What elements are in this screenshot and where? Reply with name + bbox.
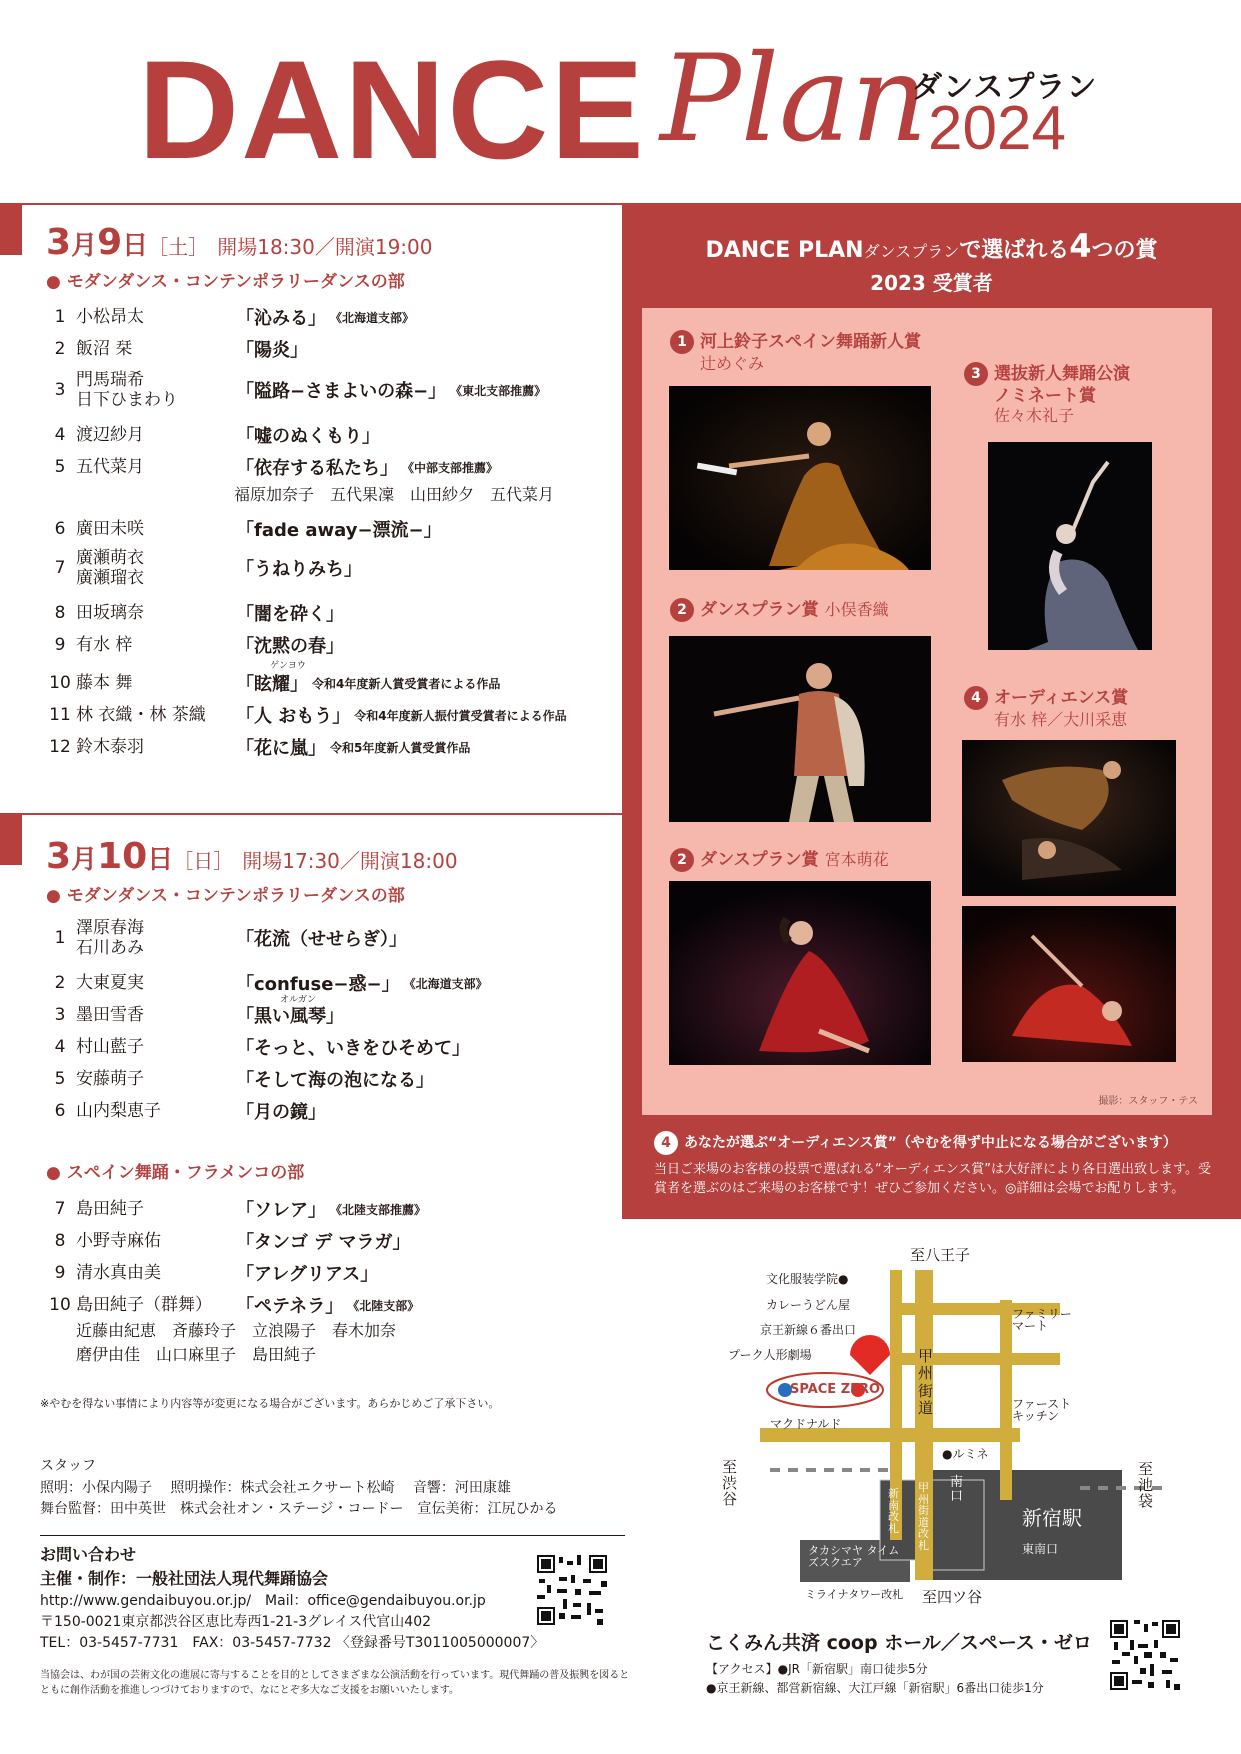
award-label: 2 ダンスプラン賞 宮本萌花 (670, 848, 889, 872)
audience-award-description: 当日ご来場のお客様の投票で選ばれる“オーディエンス賞”は大好評により各日選出致します。受賞者を選ぶのはご来場のお客様です！ぜひご参加ください。◎詳細は会場でお配りします。 (654, 1162, 1212, 1196)
award-label: 3 選抜新人舞踊公演 ノミネート賞 佐々木礼子 (964, 362, 1130, 427)
ruby-text: オルガン (280, 995, 317, 1005)
day2-divider (0, 813, 622, 815)
awards-gallery (642, 308, 1212, 1115)
contact-address: 〒150-0021東京都渋谷区恵比寿西1-21-3グレイス代官山402 (40, 1614, 432, 1630)
map-label: ファーストキッチン (1012, 1397, 1072, 1423)
program-row: 9 有水 梓 「沈黙の春」 (54, 634, 344, 657)
program-row: 10 島田純子（群舞） 「ペテネラ」 《北陸支部》 (49, 1294, 420, 1317)
map-label: タカシマヤ タイムズスクエア (808, 1544, 900, 1570)
award-label: 4 オーディエンス賞 有水 梓／大川采恵 (964, 686, 1128, 730)
map-road-label: 甲州街道 (918, 1347, 934, 1417)
day1-tab (0, 203, 22, 255)
day1-divider (0, 203, 622, 205)
program-row: 7 島田純子 「ソレア」 《北陸支部推薦》 (54, 1198, 427, 1221)
map-label: 至八王子 (910, 1246, 971, 1264)
award-photo (988, 442, 1152, 650)
award-number-badge: 3 (964, 362, 988, 386)
day1-section: ● モダンダンス・コンテンポラリーダンスの部 (46, 272, 405, 292)
map-label: カレーうどん屋 (766, 1298, 851, 1312)
day2-heading: 3月10日［日］ 開場17:30／開演18:00 (46, 836, 458, 877)
map-label: 新南改札 (888, 1487, 899, 1535)
program-row: 10 藤本 舞 「眩耀」 令和4年度新人賞受賞者による作品 (49, 672, 501, 695)
award-label: 1 河上鈴子スペイン舞踊新人賞 辻めぐみ (670, 330, 921, 374)
staff-heading: スタッフ (40, 1458, 96, 1474)
program-cast: 磨伊由佳 山口麻里子 島田純子 (76, 1345, 317, 1364)
venue-access: 【アクセス】●JR「新宿駅」南口徒歩5分 ●京王新線、都営新宿線、大江戸線「新宿駅」6番出口徒歩1分 (706, 1662, 1044, 1696)
program-row: 3 門馬瑞希 日下ひまわり 「隘路−さまよいの森−」 《東北支部推薦》 (54, 370, 547, 411)
program-row: 8 田坂璃奈 「闇を砕く」 (54, 602, 344, 625)
award-number-badge: 2 (670, 848, 694, 872)
award-photo (669, 386, 931, 570)
program-row: 2 大東夏実 「confuse−惑−」 《北海道支部》 (54, 972, 488, 995)
award-photo (962, 906, 1176, 1062)
award-number-badge: 4 (654, 1131, 678, 1155)
map-label: 至池袋 (1138, 1460, 1154, 1510)
map-label: 文化服装学院● (766, 1272, 849, 1286)
divider (40, 1535, 625, 1536)
map-label: 京王新線６番出口 (760, 1323, 857, 1337)
map-label: 至渋谷 (722, 1458, 738, 1508)
program-row: 2 飯沼 栞 「陽炎」 (54, 338, 308, 361)
contact-org: 主催・制作：一般社団法人現代舞踊協会 (40, 1569, 329, 1588)
award-photo (669, 881, 931, 1065)
program-row: 7 廣瀬萌衣 廣瀬瑠衣 「うねりみち」 (54, 548, 362, 589)
day2-section: ● モダンダンス・コンテンポラリーダンスの部 (46, 886, 405, 906)
map-label: 至四ツ谷 (922, 1588, 983, 1606)
program-row: 8 小野寺麻佑 「タンゴ デ マラガ」 (54, 1230, 411, 1253)
program-row: 5 安藤萌子 「そして海の泡になる」 (54, 1068, 434, 1091)
map-label: 南口 (950, 1475, 964, 1504)
contact-web[interactable]: http://www.gendaibuyou.or.jp/ Mail：office@gendaibuyou.or.jp (40, 1593, 486, 1609)
program-row: 4 渡辺紗月 「嘘のぬくもり」 (54, 424, 380, 447)
award-photo (669, 636, 931, 822)
program-row: 12 鈴木泰羽 「花に嵐」 令和5年度新人賞受賞作品 (49, 736, 471, 759)
title-year: 2024 (928, 94, 1066, 163)
program-row: 3 墨田雪香 「黒い風琴」 (54, 1004, 344, 1027)
map-label: マクドナルド (770, 1417, 842, 1431)
award-number-badge: 1 (670, 330, 694, 354)
program-row: 6 廣田未咲 「fade away−漂流−」 (54, 518, 442, 541)
staff-credits (40, 1456, 557, 1521)
contact-heading: お問い合わせ (40, 1545, 137, 1564)
awards-subtitle: 2023 受賞者 (870, 271, 993, 295)
audience-award-heading: 4 あなたが選ぶ“オーディエンス賞”（やむを得ず中止になる場合がございます） (654, 1131, 1177, 1155)
day2-section-flamenco: ● スペイン舞踊・フラメンコの部 (46, 1163, 305, 1183)
map-label: ●ルミネ (942, 1447, 989, 1461)
map-station-label: 新宿駅 (1022, 1506, 1082, 1530)
map-label: ファミリーマート (1012, 1307, 1072, 1333)
program-cast: 近藤由紀恵 斉藤玲子 立浪陽子 春木加奈 (76, 1321, 397, 1340)
venue-map (722, 1246, 1190, 1606)
program-row: 1 澤原春海 石川あみ 「花流（せせらぎ）」 (54, 918, 407, 959)
award-label: 2 ダンスプラン賞 小俣香織 (670, 598, 889, 622)
ruby-text: ゲンヨウ (270, 661, 306, 671)
award-number-badge: 4 (964, 686, 988, 710)
space-zero-logo: SPACE ZERO (790, 1382, 881, 1397)
contact-info (40, 1543, 544, 1654)
program-row: 4 村山藍子 「そっと、いきをひそめて」 (54, 1036, 470, 1059)
staff-line: 舞台監督：田中英世 株式会社オン・ステージ・コードー 宣伝美術：江尻ひかる (40, 1501, 558, 1518)
qr-code-icon[interactable] (535, 1553, 609, 1627)
program-row: 5 五代菜月 「依存する私たち」 《中部支部推薦》 (54, 456, 499, 479)
award-number-badge: 2 (670, 598, 694, 622)
contact-tel: TEL：03-5457-7731 FAX：03-5457-7732 〈登録番号T3011005000007〉 (40, 1635, 545, 1651)
map-label: プーク人形劇場 (728, 1348, 812, 1362)
day1-heading: 3月9日［土］ 開場18:30／開演19:00 (46, 222, 433, 263)
award-photo (962, 740, 1176, 896)
title-dance: DANCE (138, 31, 646, 188)
photo-credit: 撮影：スタッフ・テス (1098, 1096, 1198, 1107)
program-row: 11 林 衣織・林 茶織 「人 おもう」 令和4年度新人振付賞受賞者による作品 (49, 704, 567, 727)
change-notice: ※やむを得ない事情により内容等が変更になる場合がございます。あらかじめご了承下さい。 (40, 1397, 500, 1410)
awards-panel (622, 203, 1241, 1219)
map-label: ミライナタワー改札 (805, 1588, 904, 1601)
map-label: 甲州街道改札 (918, 1481, 929, 1552)
program-row: 1 小松昂太 「沁みる」 《北海道支部》 (54, 306, 415, 329)
qr-code-icon[interactable] (1108, 1618, 1182, 1692)
program-row: 9 清水真由美 「アレグリアス」 (54, 1262, 379, 1285)
map-label: 東南口 (1022, 1542, 1059, 1556)
venue-name: こくみん共済 coop ホール／スペース・ゼロ (706, 1632, 1092, 1654)
day2-tab (0, 813, 22, 865)
title-plan: Plan (660, 30, 928, 169)
awards-title: DANCE PLANダンスプランで選ばれる4つの賞 (705, 227, 1158, 265)
program-row: 6 山内梨恵子 「月の鏡」 (54, 1100, 326, 1123)
title-kana: ダンスプラン (912, 70, 1098, 105)
program-cast: 福原加奈子 五代果凜 山田紗夕 五代菜月 (234, 485, 555, 504)
association-footnote: 当協会は、わが国の芸術文化の進展に寄与することを目的としてさまざまな公演活動を行っています。現代舞踊の普及振興を図るとともに創作活動を推進しつづけておりますので、なにとぞ多大なご支援をお願いいたします。 (40, 1670, 630, 1696)
staff-line: 照明：小保内陽子 照明操作：株式会社エクサート松崎 音響：河田康雄 (40, 1479, 511, 1496)
